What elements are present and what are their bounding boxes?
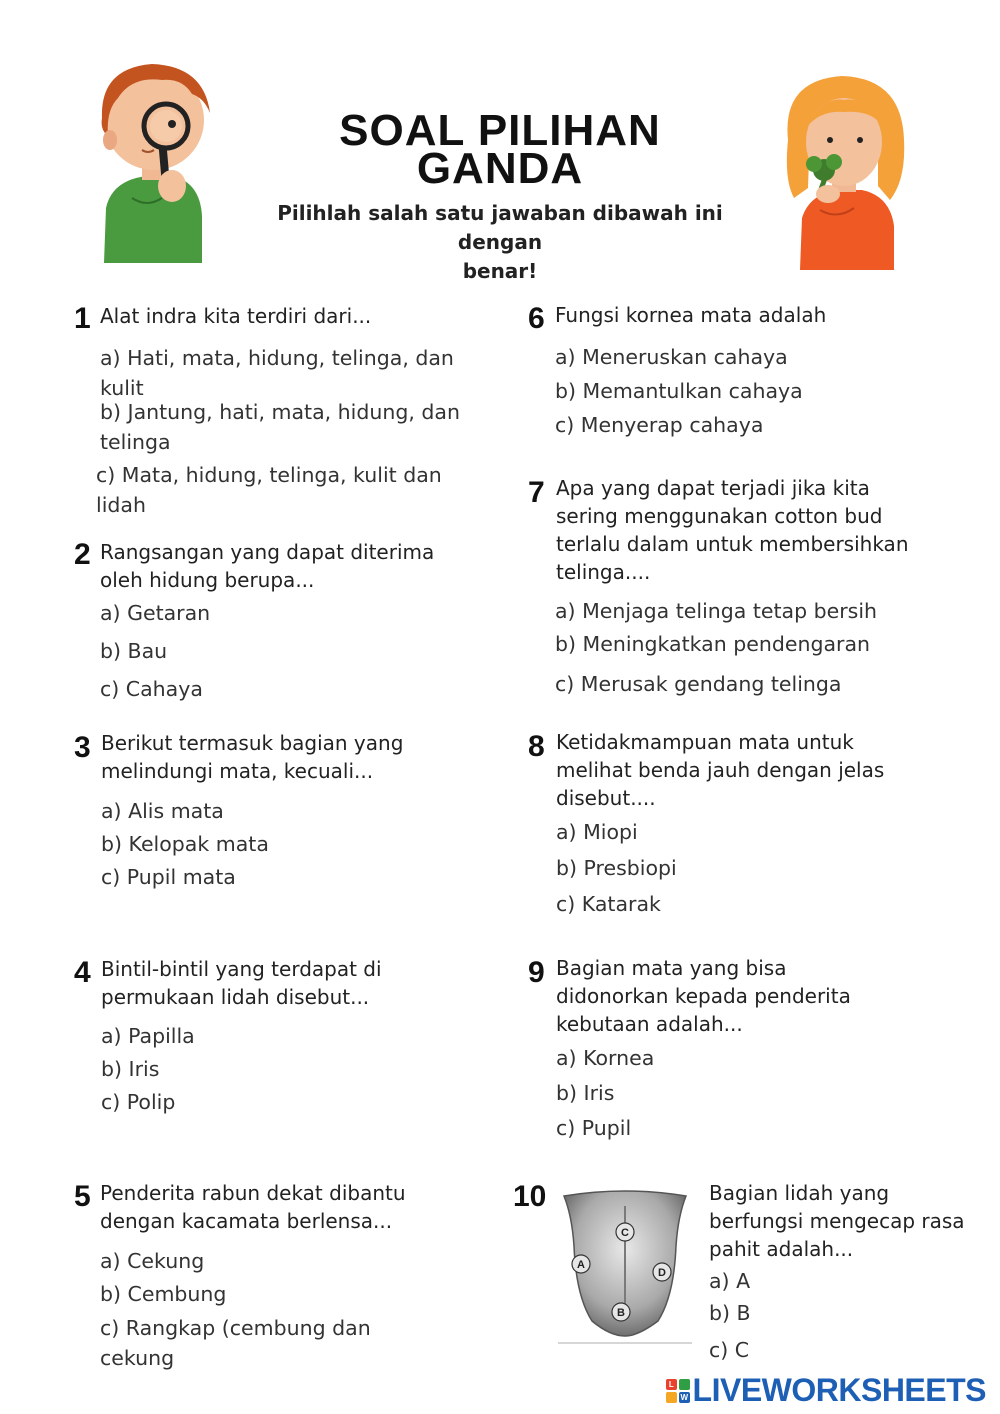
question-9-text-line: didonorkan kepada penderita [556,984,851,1008]
page-title [300,106,700,193]
question-7-text-line: sering menggunakan cotton bud [556,504,883,528]
option-line: lidah [96,493,146,517]
question-8-text-line: melihat benda jauh dengan jelas [556,758,885,782]
question-4-option-a[interactable]: a) Papilla [101,1024,195,1048]
question-9-number: 9 [528,956,545,989]
question-2-option-a[interactable]: a) Getaran [100,601,211,625]
question-7-text-line: Apa yang dapat terjadi jika kita [556,476,870,500]
option-line: kulit [100,376,144,400]
question-3-option-c[interactable]: c) Pupil mata [101,865,236,889]
question-3-option-a[interactable]: a) Alis mata [101,799,224,823]
question-1-text-line: Alat indra kita terdiri dari... [100,304,372,328]
question-3-option-b[interactable]: b) Kelopak mata [101,832,269,856]
label-a-marker [572,1255,590,1273]
question-6-option-a[interactable]: a) Meneruskan cahaya [555,345,788,369]
tongue-diagram-image [558,1186,692,1346]
question-4-text-line: permukaan lidah disebut... [101,985,370,1009]
label-b-marker [612,1303,630,1321]
instructions-line-2: benar! [462,259,538,283]
question-5-number: 5 [74,1180,91,1213]
logo-tile-w: W [680,1392,688,1402]
question-8-text-line: Ketidakmampuan mata untuk [556,730,854,754]
question-10-option-b[interactable]: b) B [709,1301,751,1325]
question-7-option-c[interactable]: c) Merusak gendang telinga [555,672,842,696]
question-4-option-c[interactable]: c) Polip [101,1090,176,1114]
question-5-option-a[interactable]: a) Cekung [100,1249,205,1273]
title-line-2: GANDA [416,144,584,193]
question-8-option-c[interactable]: c) Katarak [556,892,661,916]
question-7-option-b[interactable]: b) Meningkatkan pendengaran [555,632,871,656]
question-10-option-a[interactable]: a) A [709,1269,751,1293]
question-6-number: 6 [528,302,545,335]
question-8-number: 8 [528,730,545,763]
question-7-text [556,474,909,586]
question-6-option-c[interactable]: c) Menyerap cahaya [555,413,764,437]
option-line: cekung [100,1346,175,1370]
question-10-number: 10 [513,1180,547,1213]
question-5-text-line: dengan kacamata berlensa... [100,1209,393,1233]
question-3-text [101,729,403,785]
question-10-text-line: pahit adalah... [709,1237,854,1261]
question-5-option-b[interactable]: b) Cembung [100,1282,227,1306]
liveworksheets-logo-icon [666,1379,690,1403]
question-1-option-c[interactable] [96,460,442,520]
question-9-option-a[interactable]: a) Kornea [556,1046,655,1070]
instructions [240,199,760,286]
option-line: telinga [100,430,171,454]
question-2-text-line: Rangsangan yang dapat diterima [100,540,435,564]
question-1-option-a[interactable] [100,343,454,403]
question-6-text-line: Fungsi kornea mata adalah [555,303,827,327]
question-6-option-b[interactable]: b) Memantulkan cahaya [555,379,803,403]
question-4-option-b[interactable]: b) Iris [101,1057,160,1081]
question-7-option-a[interactable]: a) Menjaga telinga tetap bersih [555,599,878,623]
question-3-text-line: melindungi mata, kecuali... [101,759,374,783]
question-7-text-line: telinga.... [556,560,651,584]
question-6-text [555,301,826,329]
question-5-text-line: Penderita rabun dekat dibantu [100,1181,406,1205]
logo-tile-l: L [666,1379,677,1390]
label-b-text: B [617,1307,625,1319]
girl-broccoli-illustration [782,70,907,270]
question-9-text-line: Bagian mata yang bisa [556,956,787,980]
question-2-text [100,538,434,594]
question-4-text-line: Bintil-bintil yang terdapat di [101,957,382,981]
question-2-number: 2 [74,538,91,571]
question-9-text [556,954,851,1038]
label-c-marker [616,1223,634,1241]
question-1-text [100,302,371,330]
question-3-text-line: Berikut termasuk bagian yang [101,731,404,755]
option-line: a) Hati, mata, hidung, telinga, dan [100,346,454,370]
question-3-number: 3 [74,731,91,764]
instructions-line-1: Pilihlah salah satu jawaban dibawah ini dengan [277,201,723,254]
question-1-option-b[interactable] [100,397,460,457]
question-9-option-c[interactable]: c) Pupil [556,1116,632,1140]
question-10-text-line: Bagian lidah yang [709,1181,890,1205]
question-10-text [709,1179,965,1263]
question-8-option-b[interactable]: b) Presbiopi [556,856,677,880]
question-9-option-b[interactable]: b) Iris [556,1081,615,1105]
label-c-text: C [621,1227,629,1239]
question-4-number: 4 [74,956,91,989]
label-a-text: A [577,1259,585,1271]
title-line-1: SOAL PILIHAN [339,106,661,155]
question-5-text [100,1179,406,1235]
question-2-option-b[interactable]: b) Bau [100,639,168,663]
question-4-text [101,955,382,1011]
question-8-text [556,728,884,812]
option-line: b) Jantung, hati, mata, hidung, dan [100,400,460,424]
question-8-option-a[interactable]: a) Miopi [556,820,638,844]
question-5-option-c[interactable] [100,1313,371,1373]
brand-name: LIVEWORKSHEETS [692,1372,986,1408]
question-2-option-c[interactable]: c) Cahaya [100,677,203,701]
option-line: c) Mata, hidung, telinga, kulit dan [96,463,442,487]
liveworksheets-brand [666,1372,986,1409]
question-2-text-line: oleh hidung berupa... [100,568,315,592]
question-8-text-line: disebut.... [556,786,656,810]
question-10-text-line: berfungsi mengecap rasa [709,1209,965,1233]
boy-magnifier-illustration [92,58,222,263]
question-1-number: 1 [74,302,91,335]
question-7-number: 7 [528,476,545,509]
label-d-marker [653,1263,671,1281]
question-10-option-c[interactable]: c) C [709,1338,750,1362]
label-d-text: D [658,1267,666,1279]
question-9-text-line: kebutaan adalah... [556,1012,743,1036]
question-7-text-line: terlalu dalam untuk membersihkan [556,532,909,556]
option-line: c) Rangkap (cembung dan [100,1316,371,1340]
